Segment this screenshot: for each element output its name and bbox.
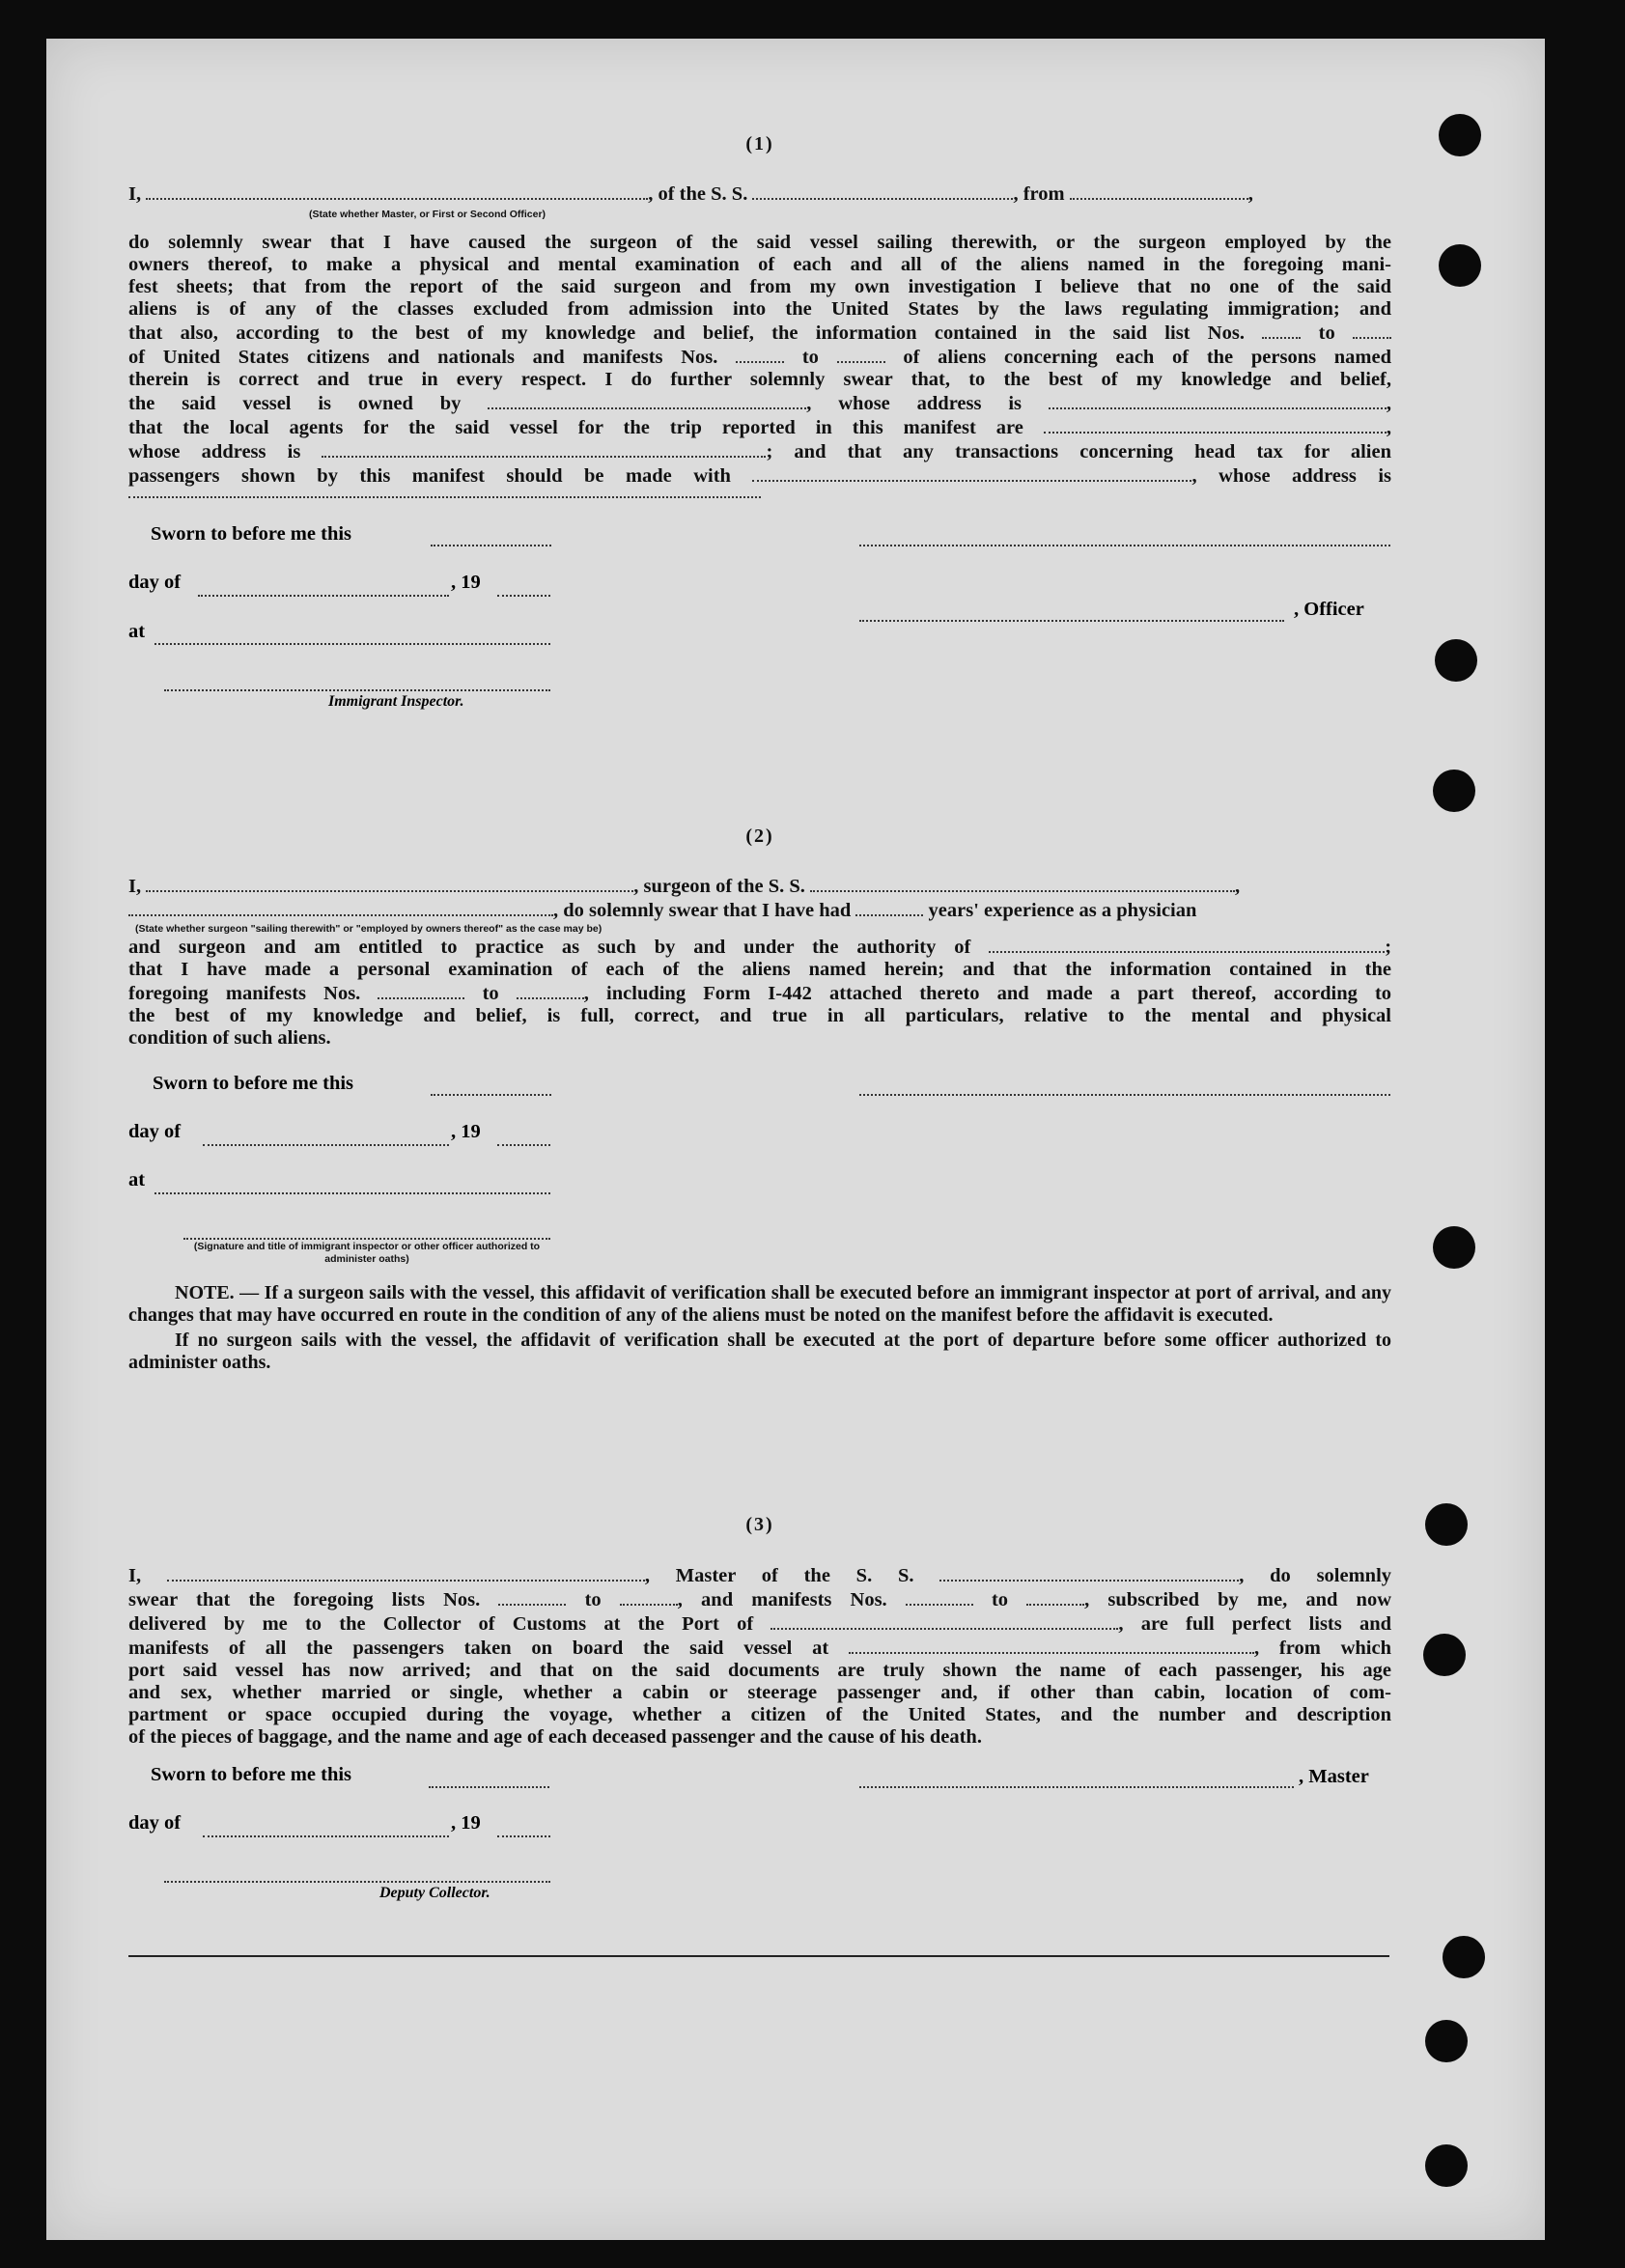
affidavit-line: fest sheets; that from the report of the said surgeon and from my own investigation I believe that no one of the said xyxy=(128,276,1391,297)
punch-hole xyxy=(1435,639,1477,682)
affidavit-line: that the local agents for the said vessel for the trip reported in this manifest are , xyxy=(128,417,1391,438)
signature-field[interactable] xyxy=(859,543,1390,546)
master-lists-text xyxy=(128,1563,1391,1749)
surgeon-declaration-line: I, , surgeon of the S. S. , , do solemnly swear that I have had years' experience as a physician xyxy=(128,876,1241,921)
owner-field[interactable] xyxy=(488,391,806,409)
affidavit-line: foregoing manifests Nos. to , including Form I-442 attached thereto and made a part thereof, according to xyxy=(128,983,1392,1004)
place-field[interactable] xyxy=(154,1190,550,1194)
manifest-from-field[interactable] xyxy=(736,345,784,363)
bottom-rule xyxy=(128,1955,1389,1957)
section-number: (2) xyxy=(745,826,774,847)
affidavit-surgeon-section xyxy=(128,826,1391,848)
surgeon-affidavit-text xyxy=(128,935,1391,1050)
punch-hole xyxy=(1439,244,1481,287)
affidavit-line: the said vessel is owned by , whose address is , xyxy=(128,393,1392,414)
master-signature-field[interactable] xyxy=(859,1784,1294,1788)
head-tax-party-field[interactable] xyxy=(752,463,1191,482)
affidavit-line: condition of such aliens. xyxy=(128,1027,331,1049)
deputy-caption: Deputy Collector. xyxy=(379,1885,490,1901)
at-label: at xyxy=(128,621,146,642)
affidavit-line: and sex, whether married or single, whether a cabin or steerage passenger and, if other than cabin, location of com- xyxy=(128,1682,1391,1703)
note-label: NOTE. — xyxy=(175,1282,260,1303)
affidavit-line: port said vessel has now arrived; and that on the said documents are truly shown the name of each passenger, his age xyxy=(128,1660,1391,1681)
manifest-to-field[interactable] xyxy=(837,345,885,363)
surgeon-signature-field[interactable] xyxy=(859,1092,1390,1096)
punch-hole xyxy=(1433,1226,1475,1269)
day-of-label: day of xyxy=(128,572,182,593)
day-of-label: day of xyxy=(128,1812,182,1834)
sworn-label: Sworn to before me this xyxy=(153,1073,354,1094)
note-paragraph: If a surgeon sails with the vessel, this affidavit of verification shall be executed before an immigrant inspector at port of arrival, and any changes that may have occurred en route in the condition of any of the aliens must be noted on the manifest before the affidavit is executed. xyxy=(128,1282,1392,1326)
punch-hole xyxy=(1439,114,1481,156)
from-label: , from xyxy=(1013,183,1065,205)
affidavit-line: passengers shown by this manifest should be made with , whose address is xyxy=(128,465,1391,487)
sworn-day-field[interactable] xyxy=(429,1784,549,1788)
surgeon-status-field[interactable] xyxy=(128,898,553,916)
year-field[interactable] xyxy=(497,1142,550,1146)
month-field[interactable] xyxy=(203,1834,449,1837)
punch-hole xyxy=(1443,1936,1485,1978)
master-declaration-line: I, , of the S. S. , from , xyxy=(128,183,1253,205)
officer-title-field[interactable] xyxy=(859,618,1284,622)
note-paragraph: If no surgeon sails with the vessel, the affidavit of verification shall be executed at the port of departure before some officer authorized to administer oaths. xyxy=(128,1330,1391,1373)
section-number: (3) xyxy=(745,1514,774,1535)
head-tax-address-field[interactable] xyxy=(128,494,761,498)
affidavit-line: swear that the foregoing lists Nos. to , and manifests Nos. to , subscribed by me, and now xyxy=(128,1589,1392,1610)
manifest-from-field[interactable] xyxy=(906,1587,973,1606)
affidavit-line: therein is correct and true in every respect. I do further solemnly swear that, to the best of my knowledge and belief, xyxy=(128,369,1391,390)
year-field[interactable] xyxy=(497,1834,550,1837)
agents-field[interactable] xyxy=(1044,415,1387,434)
sworn-day-field[interactable] xyxy=(431,1092,551,1096)
affidavit-master-section xyxy=(128,133,1391,155)
affidavit-line: of the pieces of baggage, and the name and age of each deceased passenger and the cause of his death. xyxy=(128,1726,982,1748)
punch-hole xyxy=(1433,770,1475,812)
month-field[interactable] xyxy=(203,1142,449,1146)
note-block xyxy=(128,1282,1391,1374)
deputy-signature-field[interactable] xyxy=(164,1879,550,1883)
affidavit-master-lists-section xyxy=(128,1514,1391,1536)
from-field[interactable] xyxy=(1070,182,1248,200)
place-field[interactable] xyxy=(154,641,550,645)
surgeon-caption: (State whether surgeon "sailing therewith" or "employed by owners thereof" as the case may be) xyxy=(135,923,602,935)
master-name-field[interactable] xyxy=(167,1563,645,1582)
officer-label: , Officer xyxy=(1294,599,1364,620)
affidavit-line: do solemnly swear that I have caused the surgeon of the said vessel sailing therewith, or the surgeon employed by the xyxy=(128,232,1391,253)
master-vessel-field[interactable] xyxy=(939,1563,1239,1582)
section-number: (1) xyxy=(745,133,774,154)
port-field[interactable] xyxy=(770,1611,1118,1630)
day-of-label: day of xyxy=(128,1121,182,1142)
list-from-field[interactable] xyxy=(498,1587,566,1606)
year-label: , 19 xyxy=(451,1812,481,1834)
sworn-label: Sworn to before me this xyxy=(151,523,352,545)
manifest-to-field[interactable] xyxy=(517,981,584,999)
signature-caption: (Signature and title of immigrant inspector or other officer authorized to administer oaths) xyxy=(193,1241,541,1265)
affidavit-line: partment or space occupied during the voyage, whether a citizen of the United States, and the number and description xyxy=(128,1704,1391,1725)
at-label: at xyxy=(128,1169,146,1190)
month-field[interactable] xyxy=(198,593,449,597)
list-to-field[interactable] xyxy=(1353,321,1391,339)
of-ss-label: , of the S. S. xyxy=(648,183,748,205)
affidavit-line: of United States citizens and nationals and manifests Nos. to of aliens concerning each of the persons named xyxy=(128,347,1392,368)
master-label: , Master xyxy=(1299,1766,1369,1787)
year-field[interactable] xyxy=(497,593,550,597)
year-label: , 19 xyxy=(451,1121,481,1142)
manifest-to-field[interactable] xyxy=(1026,1587,1084,1606)
owner-address-field[interactable] xyxy=(1049,391,1387,409)
inspector-caption: Immigrant Inspector. xyxy=(328,693,464,710)
vessel-field[interactable] xyxy=(752,182,1013,200)
surgeon-vessel-field[interactable] xyxy=(810,874,1235,892)
punch-hole xyxy=(1425,1503,1468,1546)
authority-field[interactable] xyxy=(989,935,1385,953)
punch-hole xyxy=(1425,2144,1468,2187)
list-from-field[interactable] xyxy=(1262,321,1301,339)
punch-hole xyxy=(1425,2020,1468,2062)
agents-address-field[interactable] xyxy=(322,439,766,458)
name-field[interactable] xyxy=(146,182,648,200)
affidavit-line: owners thereof, to make a physical and mental examination of each and all of the aliens named in the foregoing mani- xyxy=(128,254,1391,275)
departure-port-field[interactable] xyxy=(849,1636,1254,1654)
affidavit-line: whose address is ; and that any transactions concerning head tax for alien xyxy=(128,441,1392,462)
affidavit-line: I, , Master of the S. S. , do solemnly xyxy=(128,1565,1392,1586)
affidavit-line: manifests of all the passengers taken on board the said vessel at , from which xyxy=(128,1638,1391,1659)
pronoun-label: I, xyxy=(128,183,142,205)
affidavit-line: the best of my knowledge and belief, is full, correct, and true in all particulars, relative to the mental and physical xyxy=(128,1005,1391,1026)
inspector-signature-field[interactable] xyxy=(164,687,550,691)
affidavit-line: that also, according to the best of my knowledge and belief, the information contained in the said list Nos. to xyxy=(128,321,1391,345)
affidavit-line: delivered by me to the Collector of Customs at the Port of , are full perfect lists and xyxy=(128,1613,1392,1635)
sworn-day-field[interactable] xyxy=(431,543,551,546)
surgeon-name-field[interactable] xyxy=(146,874,633,892)
affidavit-line: that I have made a personal examination of each of the aliens named herein; and that the information contained in the xyxy=(128,959,1391,980)
title-caption: (State whether Master, or First or Second Officer) xyxy=(309,209,546,220)
affidavit-line: and surgeon and am entitled to practice as such by and under the authority of ; xyxy=(128,937,1392,958)
year-label: , 19 xyxy=(451,572,481,593)
punch-hole xyxy=(1423,1634,1466,1676)
list-to-field[interactable] xyxy=(620,1587,678,1606)
affidavit-line: aliens is of any of the classes excluded from admission into the United States by the laws regulating immigration; and xyxy=(128,298,1391,320)
years-field[interactable] xyxy=(855,898,923,916)
sworn-label: Sworn to before me this xyxy=(151,1764,352,1785)
manifest-from-field[interactable] xyxy=(378,981,464,999)
master-affidavit-text xyxy=(128,232,1391,488)
